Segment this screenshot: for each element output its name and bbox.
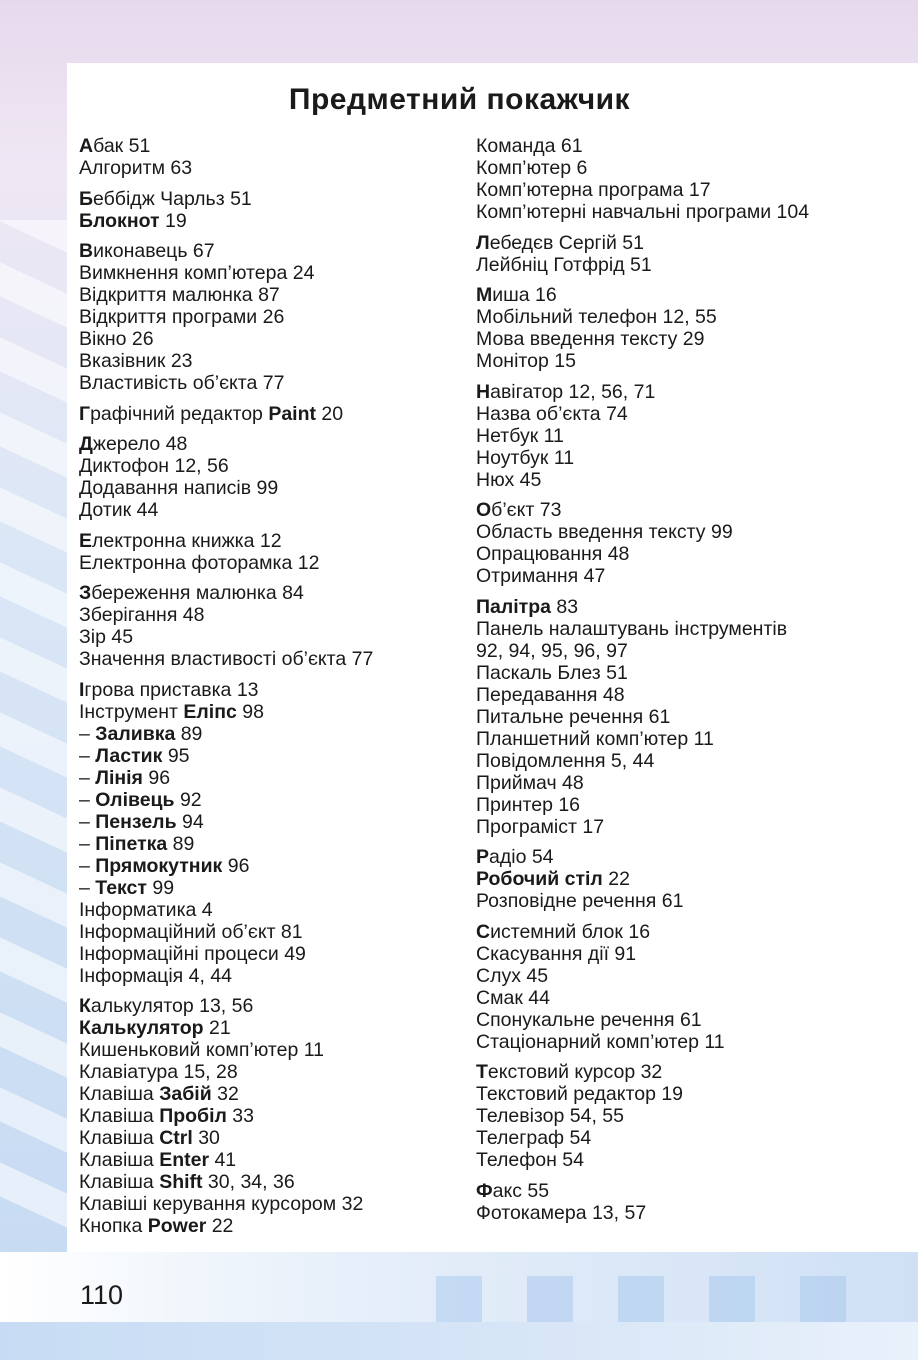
index-entry — [476, 201, 916, 223]
index-entry — [79, 284, 469, 306]
index-entry-part: Відкриття програми 26 — [79, 306, 285, 328]
index-entry — [476, 794, 916, 816]
index-entry-part: Клавіша — [79, 1083, 160, 1105]
index-entry — [476, 706, 916, 728]
index-entry — [476, 640, 916, 662]
index-entry — [79, 648, 469, 670]
decorative-square — [618, 1276, 664, 1322]
index-entry — [79, 403, 469, 425]
page-title: Предметний покажчик — [288, 83, 631, 116]
index-entry-part: жерело 48 — [92, 433, 188, 455]
index-entry — [79, 157, 469, 179]
index-column-right — [476, 135, 916, 1232]
index-entry-part: Інструмент — [79, 700, 184, 723]
index-entry — [79, 262, 469, 284]
index-entry — [79, 552, 469, 574]
index-entry — [476, 1202, 916, 1224]
index-entry-bold-part: С — [476, 920, 491, 943]
index-entry-part: истемний блок 16 — [490, 920, 651, 943]
index-entry-part: Мобільний телефон 12, 55 — [476, 306, 717, 328]
index-entry — [476, 987, 916, 1009]
index-entry-part: Вказівник 23 — [79, 350, 193, 372]
index-page — [67, 63, 918, 1252]
index-entry-part: Клавіша — [79, 1105, 160, 1127]
index-entry-part: 20 — [316, 402, 344, 425]
index-entry-part: 99 — [146, 876, 175, 899]
index-entry — [79, 1039, 469, 1061]
index-entry — [79, 701, 469, 723]
index-entry — [79, 965, 469, 987]
index-entry — [79, 811, 469, 833]
index-entry — [476, 306, 916, 328]
index-entry-part: Додавання написів 99 — [79, 477, 279, 499]
index-entry-part: Дотик 44 — [79, 499, 159, 521]
index-entry-bold-part: Блокнот — [79, 209, 160, 232]
index-entry-part: екстовий курсор 32 — [487, 1061, 663, 1083]
index-entry — [79, 455, 469, 477]
index-entry-part: Лейбніц Готфрід 51 — [476, 253, 652, 276]
index-entry-part: Смак 44 — [476, 986, 550, 1009]
index-entry — [79, 833, 469, 855]
index-entry-part: алькулятор 13, 56 — [90, 995, 254, 1017]
index-entry — [79, 210, 469, 232]
index-entry — [79, 943, 469, 965]
index-entry-part: Клавіша — [79, 1171, 160, 1193]
index-entry-bold-part: Т — [476, 1061, 488, 1083]
index-letter-group — [79, 530, 469, 574]
index-entry-part: Опрацювання 48 — [476, 543, 630, 565]
index-entry — [476, 328, 916, 350]
index-entry-part: Принтер 16 — [476, 793, 581, 816]
index-entry-part: Назва об’єкта 74 — [476, 402, 628, 425]
index-entry — [476, 284, 916, 306]
index-entry — [79, 679, 469, 701]
index-entry — [476, 350, 916, 372]
index-entry-bold-part: Р — [476, 846, 490, 868]
index-entry-bold-part: Калькулятор — [79, 1017, 204, 1039]
index-letter-group — [476, 381, 916, 491]
index-letter-group — [476, 1061, 916, 1171]
index-entry-bold-part: Текст — [95, 876, 147, 899]
index-entry-part: Диктофон 12, 56 — [79, 455, 229, 477]
index-entry — [79, 1215, 469, 1237]
index-entry-bold-part: Олівець — [95, 788, 175, 811]
index-entry — [79, 135, 469, 157]
index-entry-part: Питальне речення 61 — [476, 705, 671, 728]
index-letter-group — [476, 499, 916, 587]
index-entry — [476, 1105, 916, 1127]
decorative-square — [800, 1276, 846, 1322]
index-entry-bold-part: Н — [476, 380, 491, 403]
index-letter-group — [79, 403, 469, 425]
decorative-square — [527, 1276, 573, 1322]
index-entry — [476, 425, 916, 447]
index-entry-part: 22 — [602, 868, 630, 890]
index-entry-part: грова приставка 13 — [84, 678, 259, 701]
index-entry — [79, 921, 469, 943]
index-entry-part: Стаціонарний комп’ютер 11 — [476, 1030, 725, 1053]
index-entry — [476, 447, 916, 469]
index-entry-bold-part: Б — [79, 187, 94, 210]
index-entry — [79, 433, 469, 455]
index-entry-part: Властивість об’єкта 77 — [79, 372, 285, 394]
index-entry-bold-part: Забій — [159, 1083, 212, 1105]
index-entry — [79, 1149, 469, 1171]
index-entry — [476, 1180, 916, 1202]
index-column-left — [79, 135, 469, 1246]
index-entry-bold-part: Paint — [268, 402, 317, 425]
index-entry-part: Панель налаштувань інструментів — [476, 617, 788, 640]
index-entry — [79, 372, 469, 394]
index-entry-bold-part: Пробіл — [159, 1105, 227, 1127]
index-entry-part: 92 — [174, 788, 202, 811]
index-entry-part: Інформаційні процеси 49 — [79, 942, 306, 965]
index-entry-part: акс 55 — [492, 1179, 550, 1202]
index-entry-part: Клавіша — [79, 1127, 160, 1149]
index-entry — [476, 965, 916, 987]
index-entry — [79, 604, 469, 626]
index-entry — [476, 381, 916, 403]
index-entry — [79, 188, 469, 210]
index-entry-part: Відкриття малюнка 87 — [79, 284, 280, 306]
index-entry — [79, 626, 469, 648]
index-entry-bold-part: Enter — [159, 1149, 210, 1171]
index-entry-part: 92, 94, 95, 96, 97 — [476, 639, 628, 662]
index-entry-part: Скасування дії 91 — [476, 942, 637, 965]
index-entry — [476, 596, 916, 618]
index-entry-part: Зберігання 48 — [79, 604, 205, 626]
index-entry — [476, 728, 916, 750]
index-entry-part: Комп’ютерні навчальні програми 104 — [476, 201, 810, 223]
index-entry — [79, 1171, 469, 1193]
index-entry-part: 89 — [175, 722, 203, 745]
index-entry — [79, 767, 469, 789]
index-entry-part: Програміст 17 — [476, 815, 605, 838]
index-entry-part: Отримання 47 — [476, 565, 606, 587]
index-entry — [476, 543, 916, 565]
index-entry-part: рафічний редактор — [90, 402, 269, 425]
index-letter-group — [476, 284, 916, 372]
index-entry — [79, 350, 469, 372]
index-entry-bold-part: В — [79, 240, 94, 262]
index-entry-part: – — [79, 832, 96, 855]
index-entry — [79, 240, 469, 262]
index-entry-part: 30, 34, 36 — [202, 1171, 295, 1193]
decorative-square — [709, 1276, 755, 1322]
index-entry-part: 94 — [176, 810, 204, 833]
index-entry-bold-part: Лінія — [95, 766, 143, 789]
index-entry — [79, 1105, 469, 1127]
index-entry — [79, 499, 469, 521]
index-entry-part: 98 — [236, 700, 264, 723]
index-entry — [476, 1127, 916, 1149]
index-entry-part: Фотокамера 13, 57 — [476, 1201, 647, 1224]
index-entry-part: Мова введення тексту 29 — [476, 328, 705, 350]
index-entry — [476, 135, 916, 157]
index-letter-group — [79, 135, 469, 179]
index-entry-part: 19 — [159, 209, 187, 232]
index-entry-part: 96 — [222, 854, 250, 877]
index-entry-bold-part: Л — [476, 231, 490, 254]
index-entry-part: Вимкнення комп’ютера 24 — [79, 262, 315, 284]
index-entry-part: Клавіатура 15, 28 — [79, 1061, 238, 1083]
index-entry-part: Алгоритм 63 — [79, 157, 193, 179]
index-entry-bold-part: Д — [79, 433, 93, 455]
index-entry-part: Клавіша — [79, 1149, 160, 1171]
index-entry-part: бак 51 — [93, 135, 151, 157]
index-entry-part: – — [79, 788, 96, 811]
index-entry-part: Паскаль Блез 51 — [476, 661, 628, 684]
index-entry-part: – — [79, 766, 96, 789]
index-entry-part: Зір 45 — [79, 626, 134, 648]
index-entry — [476, 750, 916, 772]
index-entry-part: Текстовий редактор 19 — [476, 1083, 684, 1105]
index-entry-part: Нюх 45 — [476, 468, 542, 491]
index-entry — [476, 403, 916, 425]
index-entry-bold-part: О — [476, 499, 492, 521]
index-entry-bold-part: І — [79, 678, 85, 701]
index-entry-part: Кишеньковий комп’ютер 11 — [79, 1039, 324, 1061]
index-entry-part: Нетбук 11 — [476, 424, 564, 447]
page-number: 110 — [80, 1280, 124, 1310]
index-entry — [79, 899, 469, 921]
index-letter-group — [476, 135, 916, 223]
index-entry-part: еббідж Чарльз 51 — [93, 187, 252, 210]
index-entry-part: 22 — [206, 1215, 234, 1237]
index-entry — [476, 868, 916, 890]
index-entry-bold-part: Палітра — [476, 595, 551, 618]
index-entry — [476, 1083, 916, 1105]
index-entry — [476, 232, 916, 254]
index-entry-part: Область введення тексту 99 — [476, 521, 733, 543]
index-entry — [476, 521, 916, 543]
index-entry — [79, 1083, 469, 1105]
footer-strip — [0, 1322, 918, 1360]
index-letter-group — [476, 921, 916, 1053]
index-entry-part: Клавіші керування курсором 32 — [79, 1193, 364, 1215]
index-letter-group — [79, 433, 469, 521]
index-entry-part: Електронна фоторамка 12 — [79, 551, 320, 574]
index-entry-part: Повідомлення 5, 44 — [476, 749, 655, 772]
index-entry — [476, 662, 916, 684]
index-entry — [476, 1061, 916, 1083]
index-entry — [476, 157, 916, 179]
index-entry-part: адіо 54 — [489, 846, 554, 868]
index-entry-bold-part: Еліпс — [183, 700, 237, 723]
index-entry-part: 95 — [162, 744, 190, 767]
index-entry-part: иконавець 67 — [93, 240, 215, 262]
index-entry — [79, 1017, 469, 1039]
index-entry-part: ебедєв Сергій 51 — [489, 231, 645, 254]
index-entry-bold-part: Ф — [476, 1179, 493, 1202]
index-entry-part: Кнопка — [79, 1215, 148, 1237]
index-letter-group — [476, 1180, 916, 1224]
index-entry-part: 21 — [203, 1017, 231, 1039]
index-entry — [79, 306, 469, 328]
index-entry-part: Команда 61 — [476, 135, 583, 157]
index-entry — [476, 618, 916, 640]
index-entry-part: Передавання 48 — [476, 683, 625, 706]
index-entry — [79, 855, 469, 877]
index-entry — [79, 1127, 469, 1149]
decorative-square — [436, 1276, 482, 1322]
index-entry-bold-part: Power — [147, 1215, 207, 1237]
index-entry — [79, 745, 469, 767]
index-letter-group — [79, 679, 469, 987]
index-entry — [79, 328, 469, 350]
index-entry-part: Комп’ютер 6 — [476, 157, 588, 179]
index-entry-part: Інформаційний об’єкт 81 — [79, 920, 303, 943]
index-entry-part: иша 16 — [492, 284, 557, 306]
index-entry — [79, 789, 469, 811]
index-entry-bold-part: К — [79, 995, 91, 1017]
index-entry — [79, 530, 469, 552]
index-entry-part: Інформатика 4 — [79, 898, 213, 921]
index-entry — [476, 890, 916, 912]
index-entry — [79, 995, 469, 1017]
index-entry-bold-part: Ластик — [95, 744, 163, 767]
index-letter-group — [79, 240, 469, 394]
index-entry-part: Вікно 26 — [79, 328, 154, 350]
index-entry-bold-part: З — [79, 582, 92, 604]
index-entry-part: – — [79, 744, 96, 767]
index-entry-part: 83 — [550, 595, 579, 618]
index-entry — [476, 921, 916, 943]
index-entry — [79, 1061, 469, 1083]
index-entry-bold-part: Пензель — [95, 810, 177, 833]
index-entry — [476, 499, 916, 521]
index-entry — [476, 1031, 916, 1053]
index-entry-part: Монітор 15 — [476, 350, 576, 372]
index-entry-part: Телефон 54 — [476, 1149, 585, 1171]
index-entry-bold-part: Піпетка — [95, 832, 168, 855]
index-entry — [476, 179, 916, 201]
index-entry-bold-part: Прямокутник — [95, 854, 223, 877]
index-letter-group — [79, 582, 469, 670]
index-letter-group — [79, 995, 469, 1237]
index-entry-part: Телеграф 54 — [476, 1127, 592, 1149]
index-entry-part: – — [79, 876, 96, 899]
index-entry — [79, 723, 469, 745]
index-entry — [476, 816, 916, 838]
index-entry-part: 33 — [226, 1105, 254, 1127]
index-entry-part: Інформація 4, 44 — [79, 964, 233, 987]
index-entry-part: Комп’ютерна програма 17 — [476, 179, 711, 201]
index-entry — [79, 477, 469, 499]
index-entry-part: Ноутбук 11 — [476, 446, 575, 469]
index-entry-bold-part: Е — [79, 529, 93, 552]
index-entry-part: лектронна книжка 12 — [92, 529, 282, 552]
index-entry — [79, 1193, 469, 1215]
index-entry — [79, 877, 469, 899]
index-entry-part: авігатор 12, 56, 71 — [490, 380, 656, 403]
index-entry — [476, 684, 916, 706]
index-entry-part: Планшетний комп’ютер 11 — [476, 727, 714, 750]
index-entry — [476, 846, 916, 868]
index-entry-bold-part: Shift — [159, 1171, 203, 1193]
index-entry-bold-part: М — [476, 284, 493, 306]
index-entry-part: Приймач 48 — [476, 771, 584, 794]
index-entry-part: – — [79, 810, 96, 833]
index-entry-part: – — [79, 854, 96, 877]
index-entry-bold-part: Ctrl — [159, 1127, 193, 1149]
index-entry-part: береження малюнка 84 — [91, 582, 304, 604]
index-entry — [476, 469, 916, 491]
index-entry-part: Розповідне речення 61 — [476, 890, 684, 912]
index-entry-bold-part: Робочий стіл — [476, 868, 603, 890]
index-entry-part: 32 — [211, 1083, 239, 1105]
index-entry — [476, 772, 916, 794]
index-entry — [476, 565, 916, 587]
index-letter-group — [79, 188, 469, 232]
index-entry-part: б’єкт 73 — [491, 499, 562, 521]
index-entry — [476, 943, 916, 965]
index-entry-part: Спонукальне речення 61 — [476, 1008, 702, 1031]
index-entry-part: 89 — [167, 832, 195, 855]
index-entry-part: Значення властивості об’єкта 77 — [79, 648, 374, 670]
index-entry-part: 41 — [209, 1149, 237, 1171]
index-entry-bold-part: А — [79, 135, 94, 157]
index-entry-part: 96 — [142, 766, 171, 789]
index-entry-part: – — [79, 722, 96, 745]
index-entry — [79, 582, 469, 604]
index-entry-part: Слух 45 — [476, 964, 549, 987]
index-letter-group — [476, 846, 916, 912]
index-letter-group — [476, 232, 916, 276]
index-entry — [476, 1009, 916, 1031]
index-entry-bold-part: Г — [79, 402, 91, 425]
index-entry-bold-part: Заливка — [95, 722, 176, 745]
index-entry-part: 30 — [192, 1127, 220, 1149]
index-entry-part: Телевізор 54, 55 — [476, 1105, 624, 1127]
index-letter-group — [476, 596, 916, 838]
index-entry — [476, 254, 916, 276]
index-entry — [476, 1149, 916, 1171]
